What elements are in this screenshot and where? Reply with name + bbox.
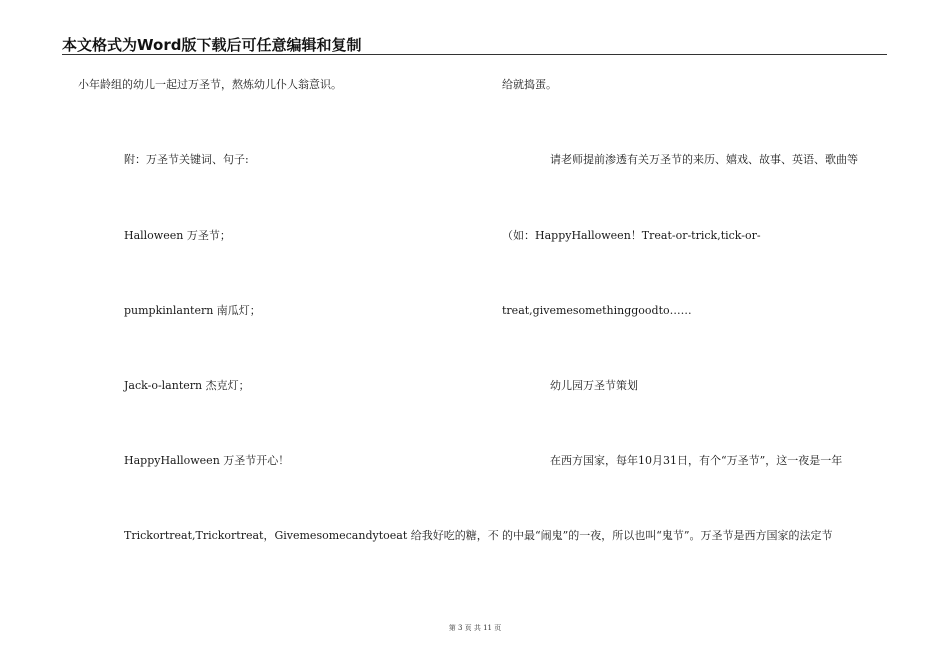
right-line-1: 给就捣蛋。	[502, 78, 557, 91]
page-number-footer: 第 3 页 共 11 页	[448, 624, 502, 632]
left-line-4: pumpkinlantern 南瓜灯；	[124, 304, 261, 317]
left-line-3: Halloween 万圣节；	[124, 229, 231, 242]
right-line-7: 的中最“闹鬼”的一夜，所以也叫“鬼节”。万圣节是西方国家的法定节	[502, 529, 833, 542]
right-line-6: 在西方国家，每年10月31日，有个“万圣节”，这一夜是一年	[550, 454, 843, 467]
header-divider	[62, 54, 887, 55]
left-line-6: HappyHalloween 万圣节开心！	[124, 454, 290, 467]
right-line-4: treat,givemesomethinggoodto……	[502, 304, 692, 317]
right-line-2: 请老师提前渗透有关万圣节的来历、嬉戏、故事、英语、歌曲等	[550, 153, 858, 166]
left-line-1: 小年龄组的幼儿一起过万圣节，熬炼幼儿仆人翁意识。	[78, 78, 342, 91]
document-header-title: 本文格式为Word版下载后可任意编辑和复制	[62, 36, 362, 54]
left-line-5: Jack-o-lantern 杰克灯；	[124, 379, 250, 392]
left-line-2: 附：万圣节关键词、句子:	[124, 153, 249, 166]
right-line-5: 幼儿园万圣节策划	[550, 379, 638, 392]
right-line-3: （如：HappyHalloween！Treat-or-trick,tick-or-	[502, 229, 761, 242]
left-line-7: Trickortreat,Trickortreat，Givemesomecandytoeat 给我好吃的糖，不	[124, 529, 499, 542]
